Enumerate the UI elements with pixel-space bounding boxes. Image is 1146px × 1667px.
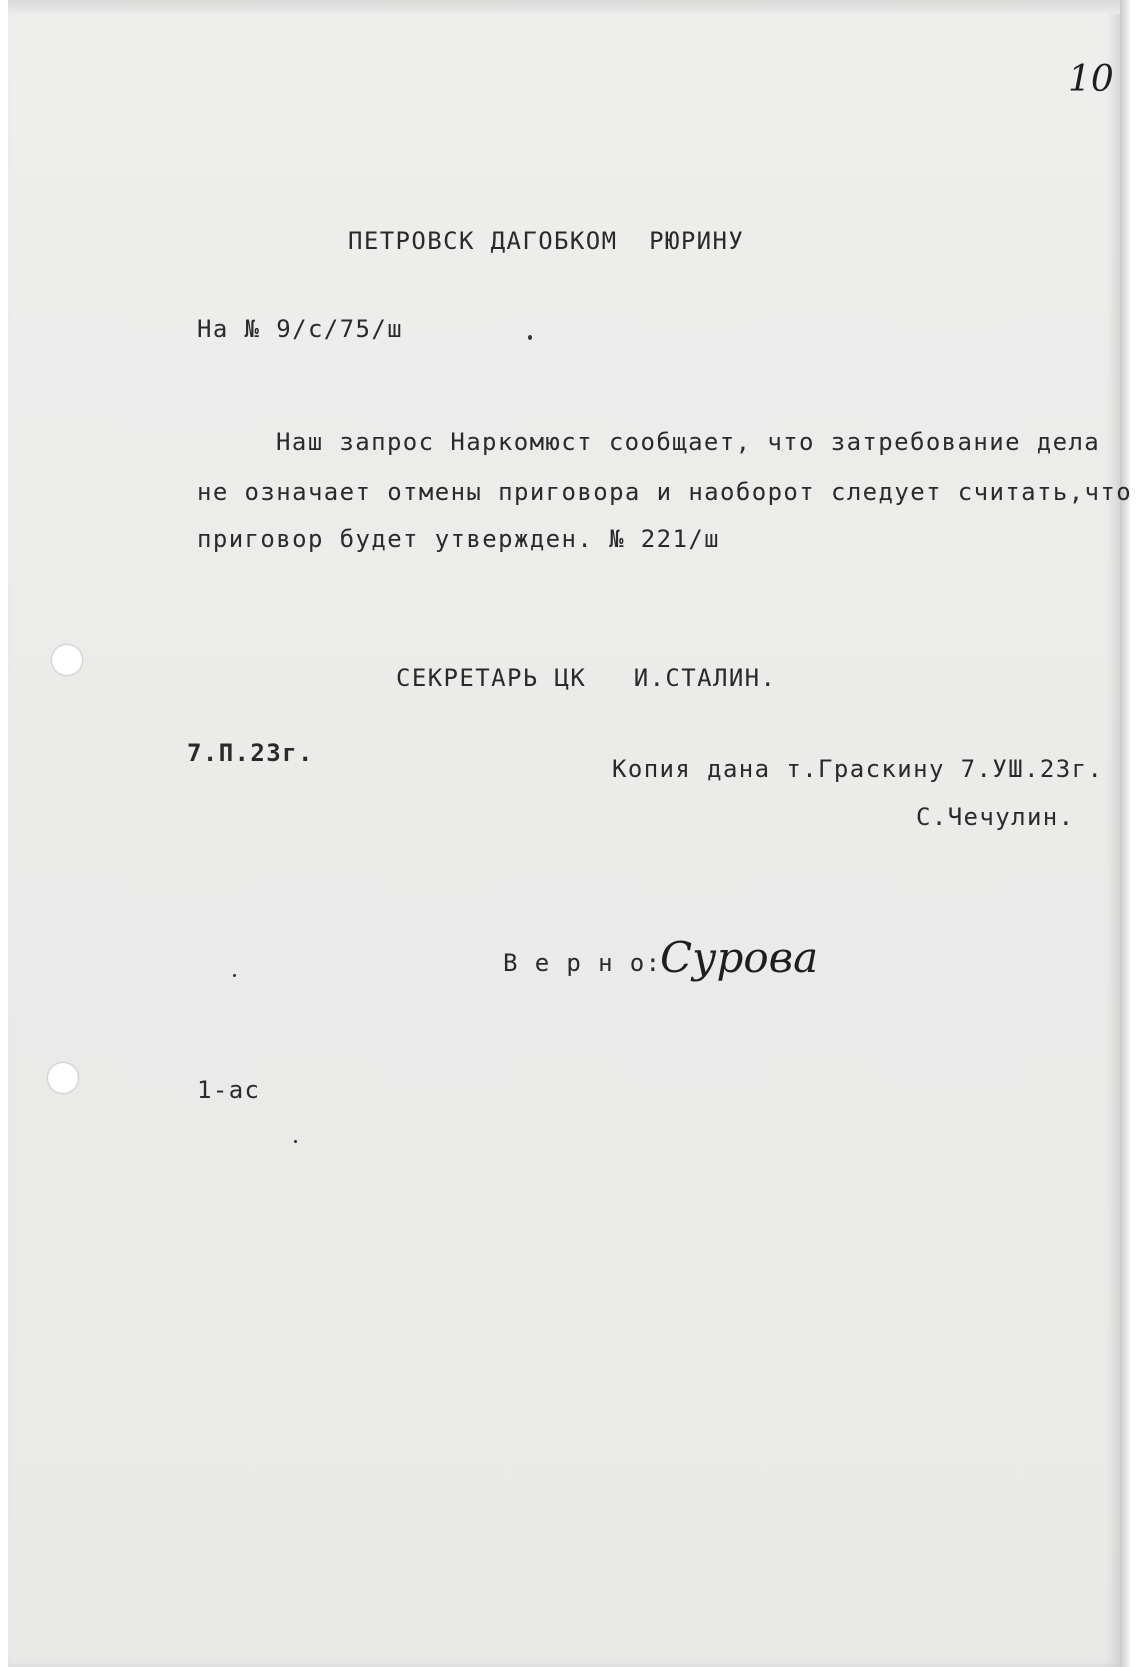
address-line: ПЕТРОВСК ДАГОБКОМ РЮРИНУ bbox=[348, 227, 745, 255]
body-line-1: Наш запрос Наркомюст сообщает, что затребование дела bbox=[276, 428, 1101, 456]
body-line-3: приговор будет утвержден. № 221/ш bbox=[197, 525, 721, 553]
copy-note: Копия дана т.Граскину 7.УШ.23г. bbox=[612, 755, 1104, 783]
copy-signer: С.Чечулин. bbox=[916, 803, 1075, 831]
ink-speck bbox=[528, 335, 532, 340]
signature-line: СЕКРЕТАРЬ ЦК И.СТАЛИН. bbox=[396, 664, 777, 692]
document-date: 7.П.23г. bbox=[187, 739, 314, 767]
body-line-2: не означает отмены приговора и наоборот следует считать,что bbox=[197, 478, 1133, 506]
paper-top-edge bbox=[8, 0, 1120, 14]
ink-speck bbox=[233, 974, 236, 977]
punch-hole bbox=[48, 1063, 78, 1093]
reference-number: На № 9/с/75/ш bbox=[197, 315, 404, 343]
page-number: 10 bbox=[1068, 59, 1114, 100]
paper-right-edge bbox=[1120, 0, 1130, 1667]
verified-signature: Сурова bbox=[660, 933, 819, 982]
punch-hole bbox=[52, 645, 82, 675]
verified-label: В е р н о: bbox=[503, 949, 662, 977]
ink-speck bbox=[294, 1140, 297, 1143]
document-code: 1-ас bbox=[197, 1076, 261, 1104]
